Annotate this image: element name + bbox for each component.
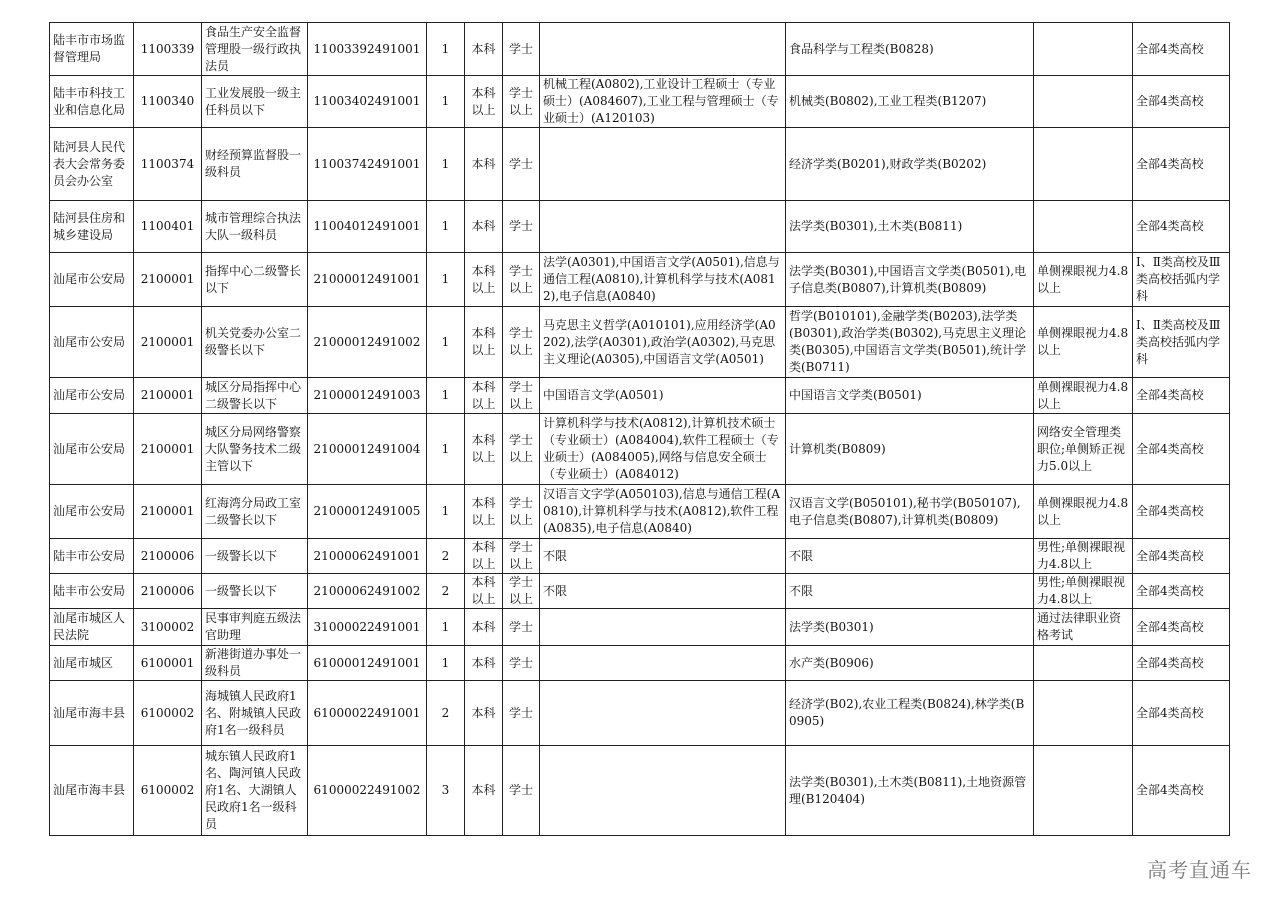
- watermark: 高考直通车: [1147, 858, 1252, 882]
- headcount-cell: 1: [427, 128, 465, 201]
- table-row: [50, 253, 1230, 307]
- post-code-cell: 31000022491001: [308, 609, 427, 646]
- dept-cell: 汕尾市城区人民法院: [50, 609, 134, 646]
- education-cell: 本科以上: [465, 574, 503, 609]
- post-name-cell: 一级警长以下: [202, 539, 308, 574]
- table-row: [50, 574, 1230, 609]
- education-cell: 本科以上: [465, 378, 503, 414]
- education-cell: 本科以上: [465, 253, 503, 307]
- dept-cell: 汕尾市城区: [50, 646, 134, 681]
- education-cell: 本科以上: [465, 307, 503, 378]
- headcount-cell: 1: [427, 253, 465, 307]
- dept-cell: 汕尾市公安局: [50, 485, 134, 539]
- unit-code-cell: 2100006: [134, 574, 202, 609]
- dept-cell: 陆丰市科技工业和信息化局: [50, 76, 134, 128]
- graduate-major-cell: 机械工程(A0802),工业设计工程硕士（专业硕士）(A084607),工业工程与管理硕士（专业硕士）(A120103): [540, 76, 786, 128]
- post-code-cell: 21000062491002: [308, 574, 427, 609]
- school-type-cell: 全部4类高校: [1133, 378, 1230, 414]
- post-code-cell: 21000062491001: [308, 539, 427, 574]
- table-row: [50, 414, 1230, 485]
- degree-cell: 学士以上: [503, 378, 540, 414]
- post-code-cell: 11003402491001: [308, 76, 427, 128]
- graduate-major-cell: 中国语言文学(A0501): [540, 378, 786, 414]
- post-name-cell: 城区分局网络警察大队警务技术二级主管以下: [202, 414, 308, 485]
- unit-code-cell: 3100002: [134, 609, 202, 646]
- school-type-cell: 全部4类高校: [1133, 539, 1230, 574]
- dept-cell: 汕尾市公安局: [50, 307, 134, 378]
- degree-cell: 学士以上: [503, 307, 540, 378]
- education-cell: 本科: [465, 681, 503, 746]
- unit-code-cell: 1100339: [134, 23, 202, 76]
- undergraduate-major-cell: 法学类(B0301): [786, 609, 1034, 646]
- degree-cell: 学士: [503, 646, 540, 681]
- dept-cell: 汕尾市海丰县: [50, 746, 134, 836]
- unit-code-cell: 2100001: [134, 307, 202, 378]
- table-row: [50, 485, 1230, 539]
- school-type-cell: 全部4类高校: [1133, 485, 1230, 539]
- education-cell: 本科: [465, 201, 503, 253]
- headcount-cell: 1: [427, 307, 465, 378]
- unit-code-cell: 1100401: [134, 201, 202, 253]
- other-requirement-cell: 通过法律职业资格考试: [1034, 609, 1133, 646]
- undergraduate-major-cell: 法学类(B0301),中国语言文学类(B0501),电子信息类(B0807),计算机类(B0809): [786, 253, 1034, 307]
- school-type-cell: 全部4类高校: [1133, 76, 1230, 128]
- table-row: [50, 609, 1230, 646]
- undergraduate-major-cell: 汉语言文学(B050101),秘书学(B050107),电子信息类(B0807),计算机类(B0809): [786, 485, 1034, 539]
- table-row: [50, 681, 1230, 746]
- undergraduate-major-cell: 不限: [786, 574, 1034, 609]
- headcount-cell: 1: [427, 76, 465, 128]
- graduate-major-cell: [540, 201, 786, 253]
- table-row: [50, 128, 1230, 201]
- undergraduate-major-cell: 哲学(B010101),金融学类(B0203),法学类(B0301),政治学类(B0302),马克思主义理论类(B0305),中国语言文学类(B0501),统计学类(B0711): [786, 307, 1034, 378]
- other-requirement-cell: [1034, 128, 1133, 201]
- other-requirement-cell: 单侧裸眼视力4.8以上: [1034, 485, 1133, 539]
- headcount-cell: 1: [427, 646, 465, 681]
- post-code-cell: 21000012491005: [308, 485, 427, 539]
- headcount-cell: 2: [427, 681, 465, 746]
- education-cell: 本科: [465, 646, 503, 681]
- school-type-cell: 全部4类高校: [1133, 23, 1230, 76]
- school-type-cell: 全部4类高校: [1133, 201, 1230, 253]
- headcount-cell: 3: [427, 746, 465, 836]
- undergraduate-major-cell: 经济学类(B0201),财政学类(B0202): [786, 128, 1034, 201]
- other-requirement-cell: [1034, 23, 1133, 76]
- graduate-major-cell: 马克思主义哲学(A010101),应用经济学(A0202),法学(A0301),政治学(A0302),马克思主义理论(A0305),中国语言文学(A0501): [540, 307, 786, 378]
- post-code-cell: 21000012491002: [308, 307, 427, 378]
- post-code-cell: 11004012491001: [308, 201, 427, 253]
- undergraduate-major-cell: 法学类(B0301),土木类(B0811),土地资源管理(B120404): [786, 746, 1034, 836]
- degree-cell: 学士以上: [503, 574, 540, 609]
- post-name-cell: 民事审判庭五级法官助理: [202, 609, 308, 646]
- table-row: [50, 307, 1230, 378]
- other-requirement-cell: [1034, 681, 1133, 746]
- table-row: [50, 378, 1230, 414]
- graduate-major-cell: 法学(A0301),中国语言文学(A0501),信息与通信工程(A0810),计算机科学与技术(A0812),电子信息(A0840): [540, 253, 786, 307]
- dept-cell: 汕尾市公安局: [50, 253, 134, 307]
- dept-cell: 汕尾市海丰县: [50, 681, 134, 746]
- dept-cell: 汕尾市公安局: [50, 414, 134, 485]
- other-requirement-cell: [1034, 76, 1133, 128]
- school-type-cell: 全部4类高校: [1133, 746, 1230, 836]
- unit-code-cell: 6100002: [134, 746, 202, 836]
- unit-code-cell: 2100001: [134, 253, 202, 307]
- undergraduate-major-cell: 不限: [786, 539, 1034, 574]
- post-name-cell: 指挥中心二级警长以下: [202, 253, 308, 307]
- post-name-cell: 一级警长以下: [202, 574, 308, 609]
- school-type-cell: 全部4类高校: [1133, 414, 1230, 485]
- school-type-cell: 全部4类高校: [1133, 128, 1230, 201]
- degree-cell: 学士: [503, 681, 540, 746]
- other-requirement-cell: 单侧裸眼视力4.8以上: [1034, 378, 1133, 414]
- degree-cell: 学士以上: [503, 485, 540, 539]
- dept-cell: 陆丰市公安局: [50, 539, 134, 574]
- post-code-cell: 21000012491003: [308, 378, 427, 414]
- post-name-cell: 新港街道办事处一级科员: [202, 646, 308, 681]
- graduate-major-cell: 计算机科学与技术(A0812),计算机技术硕士（专业硕士）(A084004),软件工程硕士（专业硕士）(A084005),网络与信息安全硕士（专业硕士）(A084012): [540, 414, 786, 485]
- graduate-major-cell: [540, 646, 786, 681]
- post-code-cell: 21000012491001: [308, 253, 427, 307]
- school-type-cell: 全部4类高校: [1133, 609, 1230, 646]
- post-name-cell: 城区分局指挥中心二级警长以下: [202, 378, 308, 414]
- dept-cell: 汕尾市公安局: [50, 378, 134, 414]
- other-requirement-cell: [1034, 646, 1133, 681]
- degree-cell: 学士: [503, 128, 540, 201]
- unit-code-cell: 1100340: [134, 76, 202, 128]
- school-type-cell: 全部4类高校: [1133, 646, 1230, 681]
- unit-code-cell: 2100001: [134, 378, 202, 414]
- unit-code-cell: 2100001: [134, 414, 202, 485]
- degree-cell: 学士以上: [503, 76, 540, 128]
- headcount-cell: 1: [427, 485, 465, 539]
- dept-cell: 陆丰市市场监督管理局: [50, 23, 134, 76]
- degree-cell: 学士: [503, 23, 540, 76]
- post-code-cell: 61000022491002: [308, 746, 427, 836]
- post-name-cell: 海城镇人民政府1名、附城镇人民政府1名一级科员: [202, 681, 308, 746]
- undergraduate-major-cell: 法学类(B0301),土木类(B0811): [786, 201, 1034, 253]
- table-row: [50, 646, 1230, 681]
- unit-code-cell: 2100006: [134, 539, 202, 574]
- headcount-cell: 1: [427, 201, 465, 253]
- post-name-cell: 工业发展股一级主任科员以下: [202, 76, 308, 128]
- graduate-major-cell: [540, 128, 786, 201]
- other-requirement-cell: [1034, 201, 1133, 253]
- degree-cell: 学士: [503, 746, 540, 836]
- education-cell: 本科: [465, 128, 503, 201]
- post-name-cell: 机关党委办公室二级警长以下: [202, 307, 308, 378]
- headcount-cell: 1: [427, 23, 465, 76]
- graduate-major-cell: [540, 746, 786, 836]
- table-row: [50, 539, 1230, 574]
- undergraduate-major-cell: 水产类(B0906): [786, 646, 1034, 681]
- graduate-major-cell: [540, 681, 786, 746]
- graduate-major-cell: [540, 609, 786, 646]
- school-type-cell: 全部4类高校: [1133, 574, 1230, 609]
- school-type-cell: 全部4类高校: [1133, 681, 1230, 746]
- other-requirement-cell: [1034, 746, 1133, 836]
- unit-code-cell: 1100374: [134, 128, 202, 201]
- other-requirement-cell: 男性;单侧裸眼视力4.8以上: [1034, 539, 1133, 574]
- post-name-cell: 财经预算监督股一级科员: [202, 128, 308, 201]
- dept-cell: 陆河县住房和城乡建设局: [50, 201, 134, 253]
- degree-cell: 学士以上: [503, 253, 540, 307]
- undergraduate-major-cell: 中国语言文学类(B0501): [786, 378, 1034, 414]
- school-type-cell: Ⅰ、Ⅱ类高校及Ⅲ类高校括弧内学科: [1133, 307, 1230, 378]
- post-name-cell: 食品生产安全监督管理股一级行政执法员: [202, 23, 308, 76]
- degree-cell: 学士以上: [503, 539, 540, 574]
- education-cell: 本科以上: [465, 76, 503, 128]
- table-row: [50, 746, 1230, 836]
- unit-code-cell: 6100002: [134, 681, 202, 746]
- graduate-major-cell: [540, 23, 786, 76]
- headcount-cell: 1: [427, 609, 465, 646]
- graduate-major-cell: 不限: [540, 574, 786, 609]
- other-requirement-cell: 男性;单侧裸眼视力4.8以上: [1034, 574, 1133, 609]
- headcount-cell: 1: [427, 378, 465, 414]
- undergraduate-major-cell: 经济学(B02),农业工程类(B0824),林学类(B0905): [786, 681, 1034, 746]
- dept-cell: 陆丰市公安局: [50, 574, 134, 609]
- post-name-cell: 城东镇人民政府1名、陶河镇人民政府1名、大湖镇人民政府1名一级科员: [202, 746, 308, 836]
- post-code-cell: 61000022491001: [308, 681, 427, 746]
- undergraduate-major-cell: 计算机类(B0809): [786, 414, 1034, 485]
- degree-cell: 学士: [503, 609, 540, 646]
- dept-cell: 陆河县人民代表大会常务委员会办公室: [50, 128, 134, 201]
- unit-code-cell: 2100001: [134, 485, 202, 539]
- graduate-major-cell: 汉语言文字学(A050103),信息与通信工程(A0810),计算机科学与技术(A0812),软件工程(A0835),电子信息(A0840): [540, 485, 786, 539]
- undergraduate-major-cell: 食品科学与工程类(B0828): [786, 23, 1034, 76]
- unit-code-cell: 6100001: [134, 646, 202, 681]
- post-name-cell: 红海湾分局政工室二级警长以下: [202, 485, 308, 539]
- post-code-cell: 11003392491001: [308, 23, 427, 76]
- post-name-cell: 城市管理综合执法大队一级科员: [202, 201, 308, 253]
- other-requirement-cell: 单侧裸眼视力4.8以上: [1034, 307, 1133, 378]
- other-requirement-cell: 网络安全管理类职位;单侧矫正视力5.0以上: [1034, 414, 1133, 485]
- education-cell: 本科以上: [465, 485, 503, 539]
- recruitment-table: [49, 22, 1230, 836]
- table-row: [50, 23, 1230, 76]
- education-cell: 本科: [465, 746, 503, 836]
- education-cell: 本科: [465, 23, 503, 76]
- other-requirement-cell: 单侧裸眼视力4.8以上: [1034, 253, 1133, 307]
- headcount-cell: 1: [427, 414, 465, 485]
- table-row: [50, 201, 1230, 253]
- post-code-cell: 11003742491001: [308, 128, 427, 201]
- education-cell: 本科以上: [465, 414, 503, 485]
- degree-cell: 学士以上: [503, 414, 540, 485]
- post-code-cell: 61000012491001: [308, 646, 427, 681]
- graduate-major-cell: 不限: [540, 539, 786, 574]
- education-cell: 本科以上: [465, 539, 503, 574]
- headcount-cell: 2: [427, 539, 465, 574]
- undergraduate-major-cell: 机械类(B0802),工业工程类(B1207): [786, 76, 1034, 128]
- headcount-cell: 2: [427, 574, 465, 609]
- table-row: [50, 76, 1230, 128]
- education-cell: 本科: [465, 609, 503, 646]
- school-type-cell: Ⅰ、Ⅱ类高校及Ⅲ类高校括弧内学科: [1133, 253, 1230, 307]
- post-code-cell: 21000012491004: [308, 414, 427, 485]
- degree-cell: 学士: [503, 201, 540, 253]
